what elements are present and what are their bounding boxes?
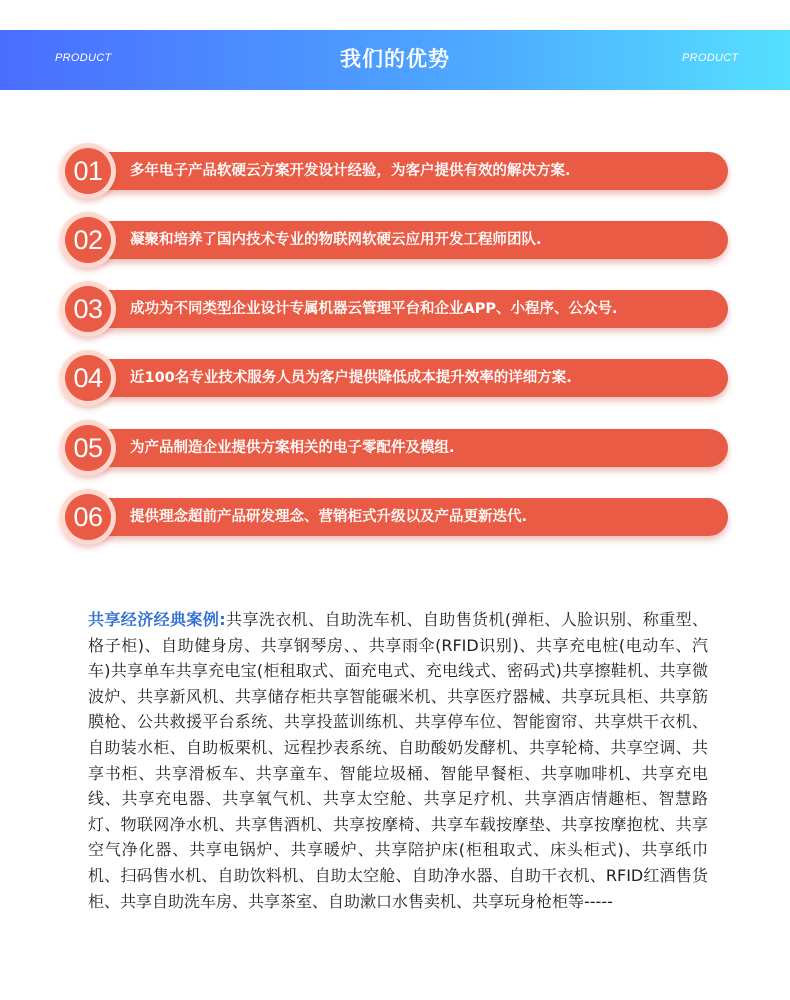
advantage-text: 凝聚和培养了国内技术专业的物联网软硬云应用开发工程师团队.	[130, 232, 542, 248]
advantage-item-01	[60, 143, 740, 199]
section-header	[0, 30, 790, 90]
cases-label: 共享经济经典案例:	[88, 610, 226, 629]
advantage-item-06	[60, 489, 740, 545]
advantage-number: 03	[65, 286, 111, 332]
advantage-item-05	[60, 420, 740, 476]
advantage-text: 为产品制造企业提供方案相关的电子零配件及模组.	[130, 440, 455, 456]
advantage-text: 提供理念超前产品研发理念、营销柜式升级以及产品更新迭代.	[130, 509, 528, 525]
shared-economy-cases-paragraph	[88, 607, 708, 914]
product-tag-right: PRODUCT	[682, 52, 739, 64]
advantage-item-03	[60, 281, 740, 337]
section-title: 我们的优势	[340, 47, 450, 71]
advantage-number: 01	[65, 148, 111, 194]
advantage-item-02	[60, 212, 740, 268]
advantage-number-badge	[60, 489, 116, 545]
advantage-number-badge	[60, 350, 116, 406]
advantage-text: 近100名专业技术服务人员为客户提供降低成本提升效率的详细方案.	[130, 370, 572, 386]
advantage-text: 多年电子产品软硬云方案开发设计经验，为客户提供有效的解决方案.	[130, 163, 571, 179]
advantage-bar	[72, 152, 728, 190]
advantage-bar	[72, 290, 728, 328]
advantage-number-badge	[60, 281, 116, 337]
advantage-item-04	[60, 350, 740, 406]
advantage-bar	[72, 429, 728, 467]
advantage-number-badge	[60, 212, 116, 268]
product-tag-left: PRODUCT	[55, 52, 112, 64]
advantage-bar	[72, 498, 728, 536]
advantage-number: 02	[65, 217, 111, 263]
advantage-text: 成功为不同类型企业设计专属机器云管理平台和企业APP、小程序、公众号.	[130, 301, 618, 317]
advantage-bar	[72, 359, 728, 397]
advantage-number: 05	[65, 425, 111, 471]
advantage-number-badge	[60, 420, 116, 476]
advantage-number-badge	[60, 143, 116, 199]
advantage-bar	[72, 221, 728, 259]
cases-text: 共享洗衣机、自助洗车机、自助售货机(弹柜、人脸识别、称重型、格子柜)、自助健身房、共享钢琴房、、共享雨伞(RFID识别)、共享充电桩(电动车、汽车)共享单车共享充电宝(柜租取式、面充电式、充电线式、密码式)共享擦鞋机、共享微波炉、共享新风机、共享储存柜共享智能碾米机、共享医疗器械、共享玩具柜、共享筋膜枪、公共救援平台系统、共享投蓝训练机、共享停车位、智能窗帘、共享烘干衣机、自助装水柜、自助板栗机、远程抄表系统、自助酸奶发酵机、共享轮椅、共享空调、共享书柜、共享滑板车、共享童车、智能垃圾桶、智能早餐柜、共享咖啡机、共享充电线、共享充电器、共享氧气机、共享太空舱、共享足疗机、共享酒店情趣柜、智慧路灯、物联网净水机、共享售酒机、共享按摩椅、共享车载按摩垫、共享按摩抱枕、共享空气净化器、共享电锅炉、共享暖炉、共享陪护床(柜租取式、床头柜式)、共享纸巾机、扫码售水机、自助饮料机、自助太空舱、自助净水器、自助干衣机、RFID红酒售货柜、共享自助洗车房、共享茶室、自助漱口水售卖机、共享玩身枪柜等-----	[88, 610, 708, 911]
advantage-number: 06	[65, 494, 111, 540]
advantage-number: 04	[65, 355, 111, 401]
